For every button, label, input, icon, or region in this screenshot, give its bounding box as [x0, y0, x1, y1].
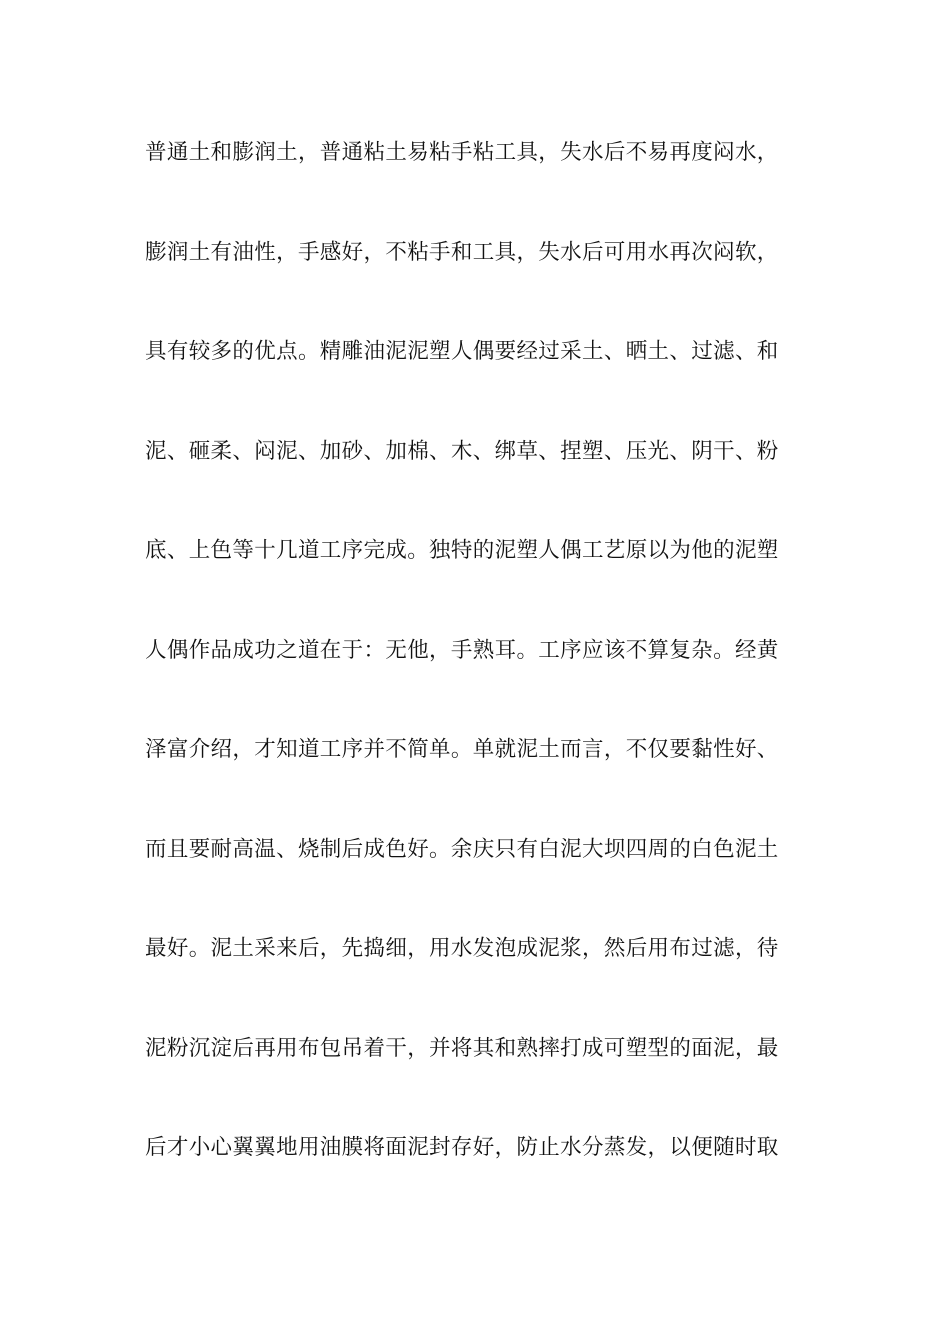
text-line-8: 而且要耐高温、烧制后成色好。余庆只有白泥大坝四周的白色泥土 — [145, 836, 779, 862]
text-line-1: 普通土和膨润土，普通粘土易粘手粘工具，失水后不易再度闷水， — [145, 140, 779, 165]
text-line-10: 泥粉沉淀后再用布包吊着干，并将其和熟摔打成可塑型的面泥，最 — [145, 1035, 779, 1061]
text-line-11: 后才小心翼翼地用油膜将面泥封存好，防止水分蒸发，以便随时取 — [145, 1135, 779, 1160]
text-line-7: 泽富介绍，才知道工序并不简单。单就泥土而言，不仅要黏性好、 — [145, 737, 779, 762]
text-line-4: 泥、砸柔、闷泥、加砂、加棉、木、绑草、捏塑、压光、阴干、粉 — [145, 438, 779, 464]
text-line-9: 最好。泥土采来后，先捣细，用水发泡成泥浆，然后用布过滤，待 — [145, 936, 779, 961]
text-line-3: 具有较多的优点。精雕油泥泥塑人偶要经过采土、晒土、过滤、和 — [145, 339, 779, 364]
body-text — [145, 128, 810, 1223]
text-line-5: 底、上色等十几道工序完成。独特的泥塑人偶工艺原以为他的泥塑 — [145, 538, 779, 563]
text-line-6: 人偶作品成功之道在于：无他，手熟耳。工序应该不算复杂。经黄 — [145, 637, 779, 663]
text-line-2: 膨润土有油性，手感好，不粘手和工具，失水后可用水再次闷软， — [145, 239, 779, 265]
